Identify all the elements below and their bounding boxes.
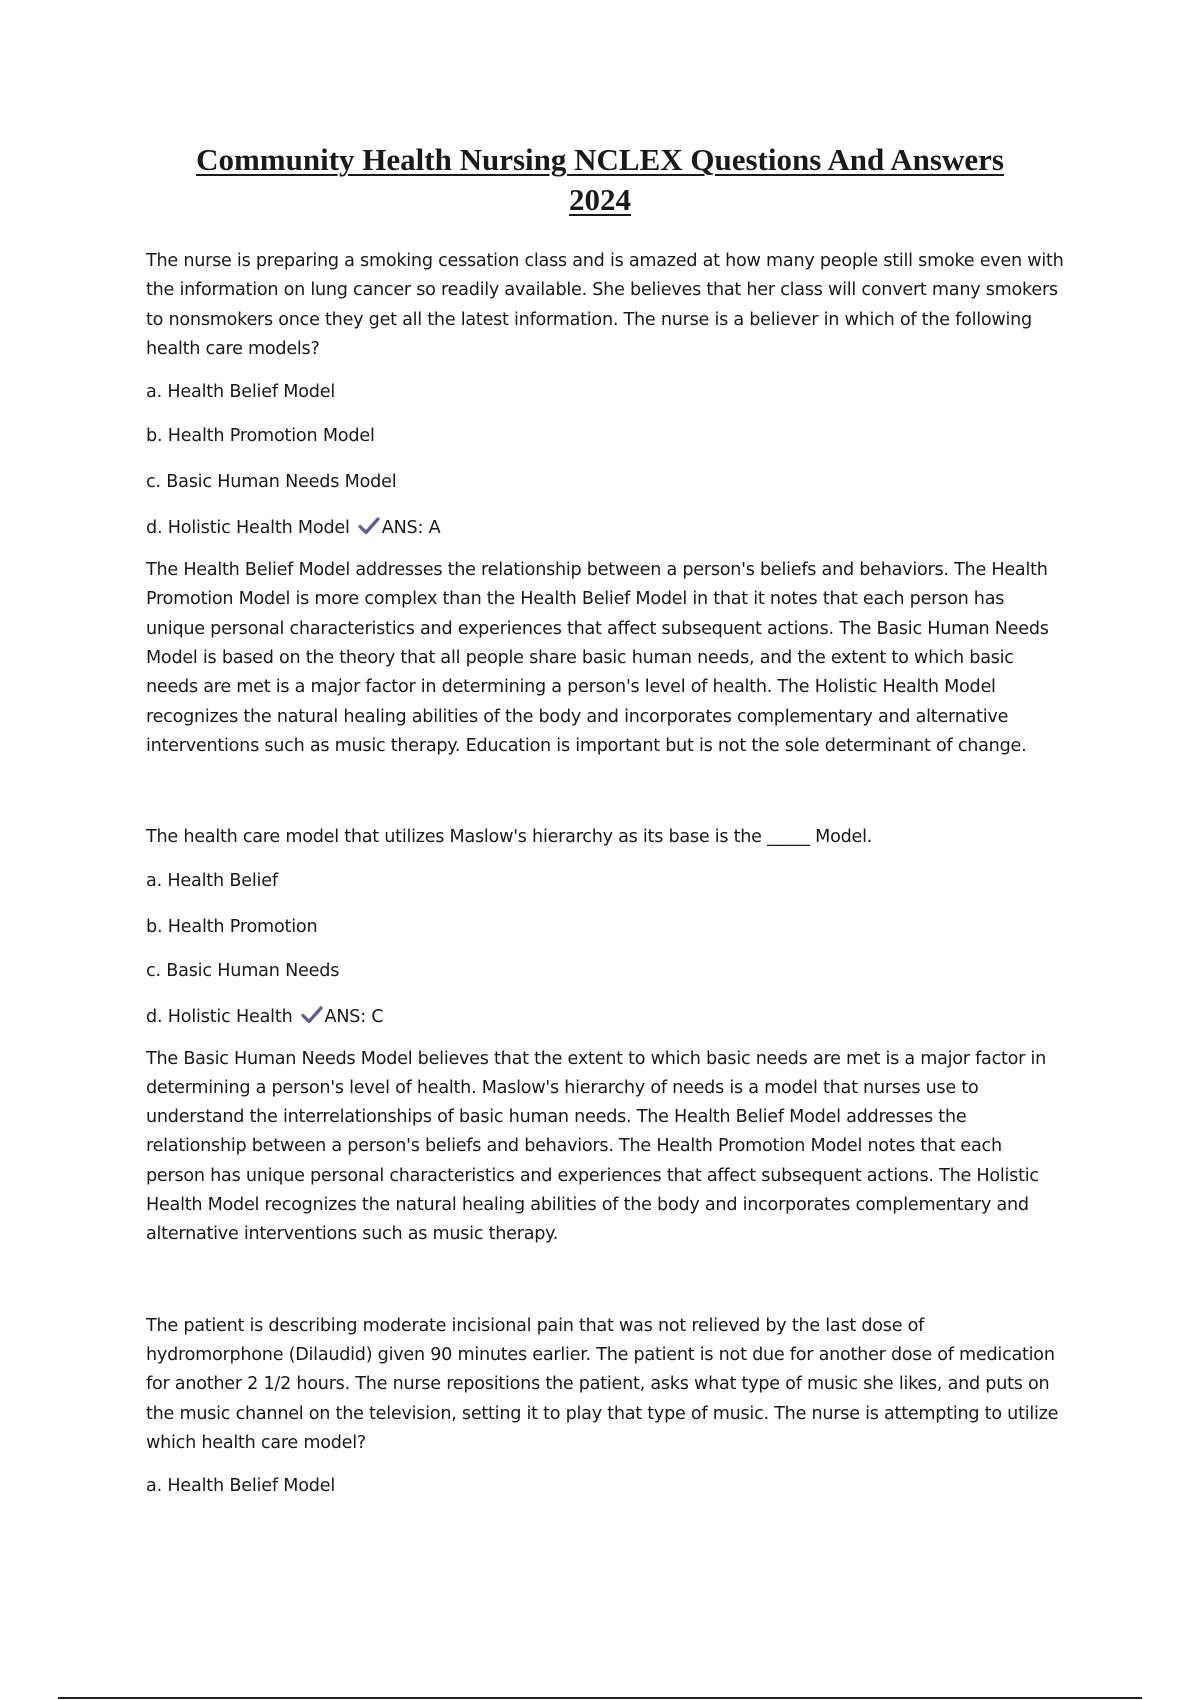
question-1-option-a: a. Health Belief Model	[146, 382, 336, 403]
question-2-option-d-row	[146, 1003, 1066, 1032]
question-3-stem: The patient is describing moderate incisional pain that was not relieved by the last dose of hydromorphone (Dilaudid) given 90 minutes earlier. The patient is not due for another dose of medication for another 2 1/2 hours. The nurse repositions the patient, asks what type of music she likes, and puts on the music channel on the television, setting it to play that type of music. The nurse is attempting to utilize which health care model?	[146, 1315, 1059, 1453]
question-1-option-c: c. Basic Human Needs Model	[146, 472, 397, 493]
question-2-option-d: d. Holistic Health	[146, 1006, 293, 1027]
question-2-answer: ANS: C	[324, 1006, 384, 1027]
question-2-option-a: a. Health Belief	[146, 870, 278, 891]
question-1-option-b: b. Health Promotion Model	[146, 426, 375, 447]
question-2-option-b: b. Health Promotion	[146, 916, 318, 937]
question-1-option-d: d. Holistic Health Model	[146, 518, 350, 539]
question-2-option-c: c. Basic Human Needs	[146, 960, 340, 981]
page-bottom-rule	[58, 1697, 1142, 1699]
question-3-option-a: a. Health Belief Model	[146, 1476, 336, 1497]
check-icon	[301, 1006, 323, 1024]
question-1-option-d-row	[146, 514, 1066, 543]
question-2-rationale: The Basic Human Needs Model believes that the extent to which basic needs are met is a major factor in determining a person's level of health. Maslow's hierarchy of needs is a model that nurses use to understand the interrelationships of basic human needs. The Health Belief Model addresses the relationship between a person's beliefs and behaviors. The Health Promotion Model notes that each person has unique personal characteristics and experiences that affect subsequent actions. The Holistic Health Model recognizes the natural healing abilities of the body and incorporates complementary and alternative interventions such as music therapy.	[146, 1048, 1047, 1245]
title-line-1: Community Health Nursing NCLEX Questions And Answers	[196, 142, 1004, 177]
question-1-rationale: The Health Belief Model addresses the relationship between a person's beliefs and behaviors. The Health Promotion Model is more complex than the Health Belief Model in that it notes that each person has unique personal characteristics and experiences that affect subsequent actions. The Basic Human Needs Model is based on the theory that all people share basic human needs, and the extent to which basic needs are met is a major factor in determining a person's level of health. The Holistic Health Model recognizes the natural healing abilities of the body and incorporates complementary and alternative interventions such as music therapy. Education is important but is not the sole determinant of change.	[146, 560, 1049, 756]
question-1-stem: The nurse is preparing a smoking cessation class and is amazed at how many people still smoke even with the information on lung cancer so readily available. She believes that her class will convert many smokers to nonsmokers once they get all the latest information. The nurse is a believer in which of the following health care models?	[146, 251, 1064, 359]
title-line-2: 2024	[569, 182, 631, 217]
check-icon	[358, 517, 380, 535]
question-2-stem: The health care model that utilizes Maslow's hierarchy as its base is the _____ Model.	[146, 827, 873, 848]
question-1-answer: ANS: A	[381, 518, 441, 539]
document-body	[146, 247, 1066, 1501]
page-title	[150, 140, 1050, 220]
